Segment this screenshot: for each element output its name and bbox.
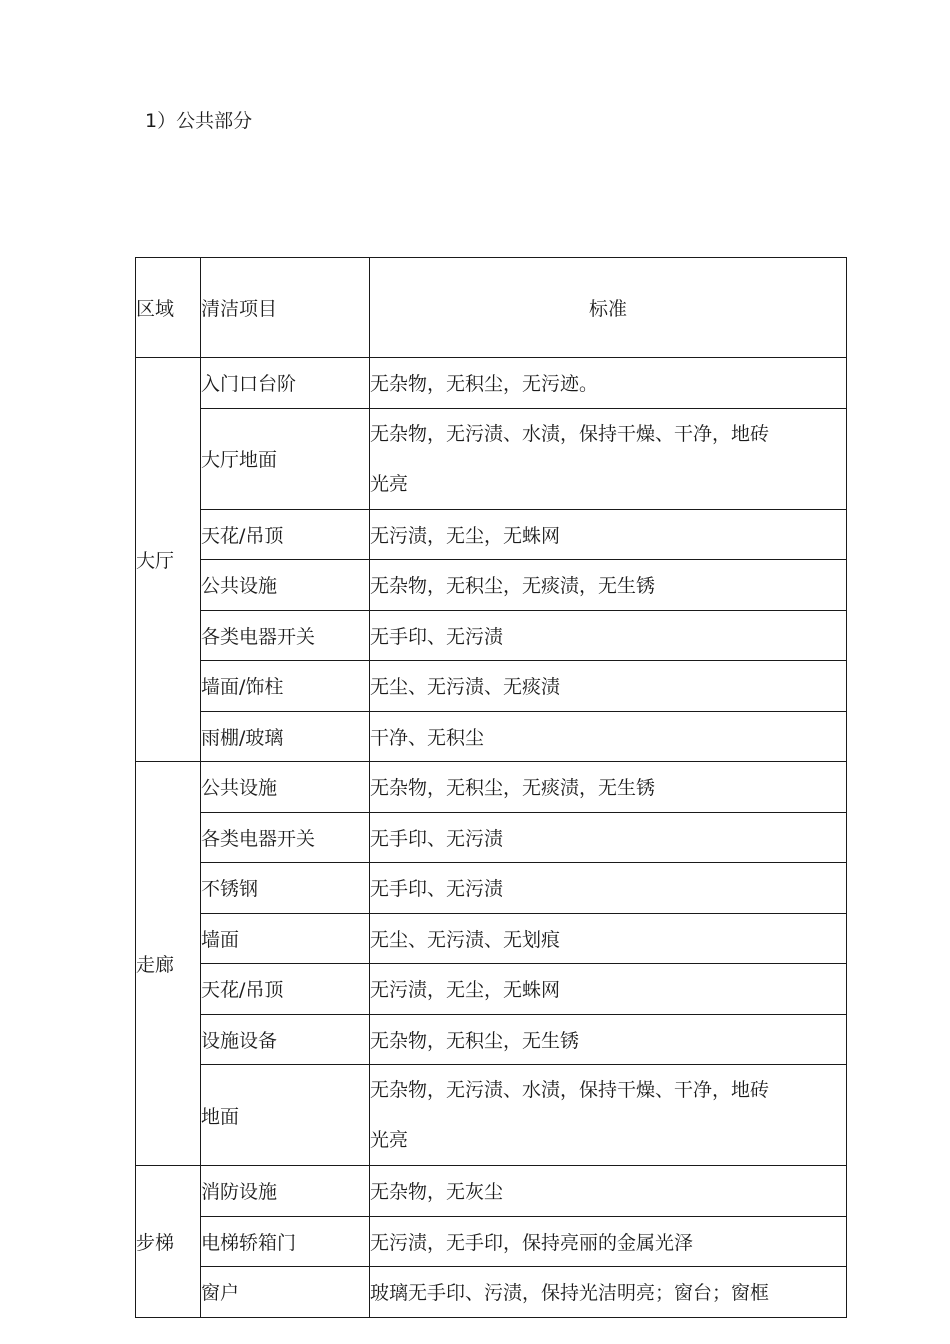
standard-text-line: 无杂物，无污渍、水渍，保持干燥、干净，地砖	[370, 1079, 770, 1101]
table-row	[136, 560, 847, 611]
standard-cell	[370, 1014, 847, 1065]
standard-cell	[370, 1166, 847, 1217]
table-row	[136, 509, 847, 560]
standard-cell	[370, 762, 847, 813]
item-cell: 天花/吊顶	[201, 964, 370, 1015]
item-cell: 天花/吊顶	[201, 509, 370, 560]
standard-cell	[370, 711, 847, 762]
standard-cell	[370, 610, 847, 661]
table-row	[136, 1166, 847, 1217]
area-cell: 大厅	[136, 358, 201, 762]
standard-cell	[370, 1065, 847, 1166]
standard-text-line: 无污渍，无尘，无蛛网	[370, 979, 561, 1002]
item-cell: 电梯轿箱门	[201, 1216, 370, 1267]
table-row	[136, 408, 847, 509]
item-cell: 地面	[201, 1065, 370, 1166]
item-cell: 入门口台阶	[201, 358, 370, 409]
item-cell: 各类电器开关	[201, 610, 370, 661]
section-heading: 1）公共部分	[145, 110, 253, 132]
item-cell: 公共设施	[201, 560, 370, 611]
standard-text-line: 无杂物，无灰尘	[370, 1181, 504, 1204]
standard-text-line: 玻璃无手印、污渍，保持光洁明亮；窗台；窗框	[370, 1282, 770, 1305]
standard-text-line: 无污渍，无手印，保持亮丽的金属光泽	[370, 1231, 694, 1254]
table-row	[136, 1065, 847, 1166]
standard-cell	[370, 358, 847, 409]
standard-cell	[370, 863, 847, 914]
item-cell: 公共设施	[201, 762, 370, 813]
table-row	[136, 610, 847, 661]
table-row	[136, 1216, 847, 1267]
standard-text-line: 无杂物，无积尘，无污迹。	[370, 373, 599, 396]
item-cell: 消防设施	[201, 1166, 370, 1217]
standard-text-line: 无杂物，无积尘，无痰渍，无生锈	[370, 777, 656, 800]
standard-cell	[370, 408, 847, 509]
standard-cell	[370, 964, 847, 1015]
item-cell: 墙面	[201, 913, 370, 964]
item-cell: 设施设备	[201, 1014, 370, 1065]
standard-cell	[370, 1267, 847, 1318]
standard-text-line: 无杂物，无积尘，无生锈	[370, 1029, 580, 1052]
item-cell: 墙面/饰柱	[201, 661, 370, 712]
standard-text-line: 无尘、无污渍、无划痕	[370, 928, 561, 951]
header-area: 区域	[136, 258, 201, 358]
table-header-row	[136, 258, 847, 358]
area-cell: 走廊	[136, 762, 201, 1166]
table-row	[136, 913, 847, 964]
standard-cell	[370, 812, 847, 863]
item-cell: 各类电器开关	[201, 812, 370, 863]
standard-cell	[370, 560, 847, 611]
table-row	[136, 1267, 847, 1318]
table-row	[136, 762, 847, 813]
header-item: 清洁项目	[201, 258, 370, 358]
standard-text-line: 干净、无积尘	[370, 726, 485, 749]
table-row	[136, 1014, 847, 1065]
item-cell: 窗户	[201, 1267, 370, 1318]
standard-text-line: 光亮	[370, 472, 409, 495]
standard-text-line: 无手印、无污渍	[370, 827, 504, 850]
table-row	[136, 812, 847, 863]
cleaning-standards-table	[135, 257, 847, 1318]
table-row	[136, 863, 847, 914]
area-cell: 步梯	[136, 1166, 201, 1318]
standard-cell	[370, 509, 847, 560]
header-standard: 标准	[370, 258, 847, 358]
standard-text-line: 无手印、无污渍	[370, 878, 504, 901]
table-body	[136, 358, 847, 1318]
item-cell: 大厅地面	[201, 408, 370, 509]
table-row	[136, 964, 847, 1015]
table-row	[136, 358, 847, 409]
standard-cell	[370, 661, 847, 712]
standard-cell	[370, 913, 847, 964]
standard-text-line: 无手印、无污渍	[370, 625, 504, 648]
item-cell: 雨棚/玻璃	[201, 711, 370, 762]
table-row	[136, 661, 847, 712]
standard-cell	[370, 1216, 847, 1267]
table-row	[136, 711, 847, 762]
standard-text-line: 光亮	[370, 1129, 409, 1151]
standard-text-line: 无污渍，无尘，无蛛网	[370, 524, 561, 547]
standard-text-line: 无杂物，无污渍、水渍，保持干燥、干净，地砖	[370, 422, 770, 445]
standard-text-line: 无杂物，无积尘，无痰渍，无生锈	[370, 575, 656, 598]
standard-text-line: 无尘、无污渍、无痰渍	[370, 676, 561, 699]
item-cell: 不锈钢	[201, 863, 370, 914]
